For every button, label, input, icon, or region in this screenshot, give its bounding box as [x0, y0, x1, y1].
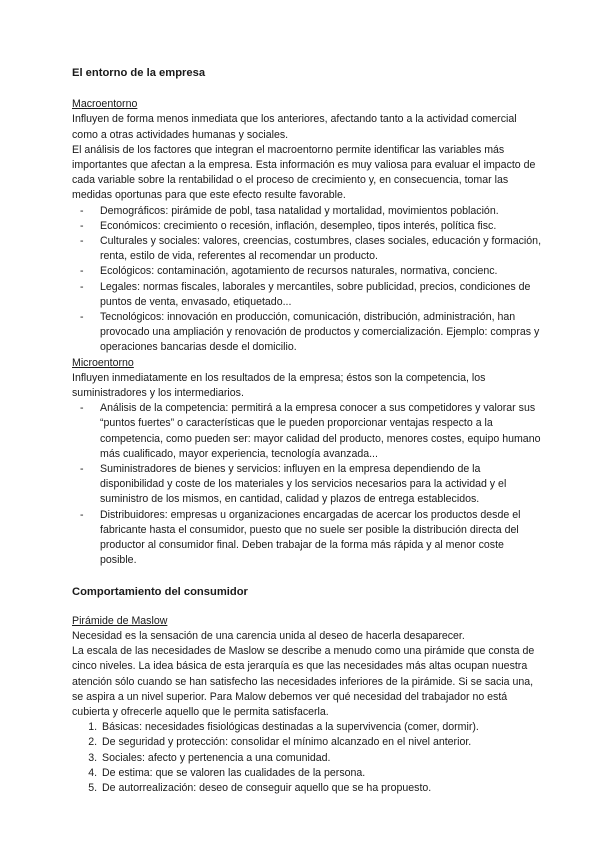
list-item: 2. De seguridad y protección: consolidar el mínimo alcanzado en el nivel anterior.: [100, 735, 542, 750]
list-item: - Distribuidores: empresas u organizaciones encargadas de acercar los productos desde el fabricante hasta el consumidor, puesto que no suele ser posible la distribución directa del productor al consumidor final. Deben trabajar de la forma más rápida y al menor coste posible.: [100, 508, 542, 569]
maslow-list: [72, 720, 542, 796]
heading-microentorno: Microentorno: [72, 356, 134, 369]
microentorno-list: [72, 401, 542, 568]
paragraph: La escala de las necesidades de Maslow se describe a menudo como una pirámide que consta de cinco niveles. La idea básica de esta jerarquía es que las necesidades más altas ocupan nuestra atención sólo cuando se han satisfecho las necesidades inferiores de la pirámide. Si se sacia una, se aspira a un nivel superior. Para Malow debemos ver qué necesidad del trabajador no está cubierta y ofrecerle aquello que le permita satisfacerla.: [72, 645, 535, 718]
list-item: 3. Sociales: afecto y pertenencia a una comunidad.: [100, 751, 542, 766]
list-item: - Suministradores de bienes y servicios: influyen en la empresa dependiendo de la disponibilidad y coste de los materiales y los servicios necesarios para la actividad y el suministro de los mismos, en cantidad, calidad y plazos de entrega establecidos.: [100, 462, 542, 508]
list-item: - Económicos: crecimiento o recesión, inflación, desempleo, tipos interés, política fisc.: [100, 219, 542, 234]
list-item: - Demográficos: pirámide de pobl, tasa natalidad y mortalidad, movimientos población.: [100, 204, 542, 219]
heading-macroentorno: Macroentorno: [72, 98, 138, 111]
paragraph: Necesidad es la sensación de una carencia unida al deseo de hacerla desaparecer.: [72, 629, 465, 642]
heading-maslow: Pirámide de Maslow: [72, 614, 168, 627]
section-title-entorno: El entorno de la empresa: [72, 67, 206, 79]
paragraph: El análisis de los factores que integran el macroentorno permite identificar las variables más importantes que afectan a la empresa. Esta información es muy valiosa para evaluar el impacto de cada variable sobre la rentabilidad o el proceso de crecimiento y, en consecuencia, tomar las medidas oportunas para que este efecto resulte favorable.: [72, 143, 536, 202]
list-item: - Culturales y sociales: valores, creencias, costumbres, clases sociales, educación y formación, renta, estilo de vida, referentes al recomendar un producto.: [100, 234, 542, 264]
list-item: 4. De estima: que se valoren las cualidades de la persona.: [100, 766, 542, 781]
section-title-consumidor: Comportamiento del consumidor: [72, 585, 248, 598]
list-item: - Tecnológicos: innovación en producción, comunicación, distribución, administración, han provocado una ampliación y renovación de productos y comercialización. Ejemplo: compras y operaciones bancarias desde el domicilio.: [100, 310, 542, 356]
macroentorno-list: [72, 204, 542, 356]
list-item: - Ecológicos: contaminación, agotamiento de recursos naturales, normativa, concienc.: [100, 264, 542, 279]
paragraph: Influyen de forma menos inmediata que los anteriores, afectando tanto a la actividad comercial como a otras actividades humanas y sociales.: [72, 113, 517, 141]
list-item: 5. De autorrealización: deseo de conseguir aquello que se ha propuesto.: [100, 781, 542, 796]
list-item: - Legales: normas fiscales, laborales y mercantiles, sobre publicidad, precios, condiciones de puntos de venta, envasado, etiquetado...: [100, 280, 542, 310]
paragraph: Influyen inmediatamente en los resultados de la empresa; éstos son la competencia, los suministradores y los intermediarios.: [72, 371, 486, 400]
list-item: 1. Básicas: necesidades fisiológicas destinadas a la supervivencia (comer, dormir).: [100, 720, 542, 735]
document-page: [72, 66, 542, 796]
list-item: - Análisis de la competencia: permitirá a la empresa conocer a sus competidores y valorar sus “puntos fuertes” o características que le pueden proporcionar ventajas respecto a la competencia, como pueden ser: mayor calidad del producto, menores costes, equipo humano más cualificado, mayor experiencia, tecnología avanzada...: [100, 401, 542, 462]
